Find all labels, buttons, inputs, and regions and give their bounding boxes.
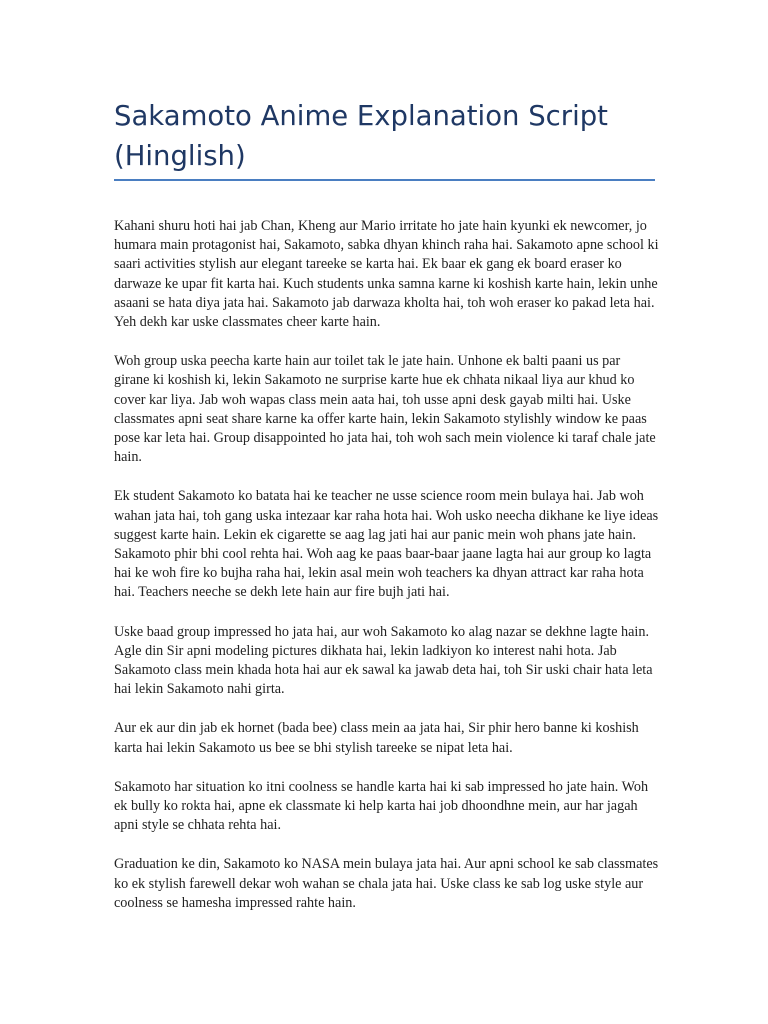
- paragraph: Ek student Sakamoto ko batata hai ke teacher ne usse science room mein bulaya hai. Jab woh wahan jata hai, toh gang uska intezaar kar raha hota hai. Woh usko neecha dikhane ke liye ideas suggest karte hain. Lekin ek cigarette se aag lag jati hai aur panic mein woh phans jate hain. Sakamoto phir bhi cool rehta hai. Woh aag ke paas baar-baar jaane lagta hai aur group ko lagta hai ke woh fire ko bujha raha hai, lekin asal mein woh teachers ka dhyan attract kar raha hota hai. Teachers neeche se dekh lete hain aur fire bujh jati hai.: [114, 488, 659, 601]
- paragraph: Graduation ke din, Sakamoto ko NASA mein bulaya jata hai. Aur apni school ke sab classmates ko ek stylish farewell dekar woh wahan se chala jata hai. Uske class ke sab log uske style aur coolness se hamesha impressed rahte hain.: [114, 856, 659, 911]
- title-underline: [114, 179, 655, 181]
- document-title: Sakamoto Anime Explanation Script (Hinglish): [114, 100, 608, 172]
- paragraph: Woh group uska peecha karte hain aur toilet tak le jate hain. Unhone ek balti paani us par girane ki koshish ki, lekin Sakamoto ne surprise karte hue ek chhata nikaal liya aur khud ko cover kar liya. Jab woh wapas class mein aata hai, toh usse apni desk gayab milti hai. Uske classmates apni seat share karne ka offer karte hain, lekin Sakamoto stylishly window ke paas pose kar leta hai. Group disappointed ho jata hai, toh woh sach mein violence ki taraf chale jate hain.: [114, 353, 656, 466]
- paragraph: Sakamoto har situation ko itni coolness se handle karta hai ki sab impressed ho jate hain. Woh ek bully ko rokta hai, apne ek classmate ki help karta hai job dhoondhne mein, aur har jagah apni style se chhata rehta hai.: [114, 778, 649, 834]
- paragraph: Uske baad group impressed ho jata hai, aur woh Sakamoto ko alag nazar se dekhne lagte hain. Agle din Sir apni modeling pictures dikhata hai, lekin ladkiyon ko interest nahi hota. Jab Sakamoto class mein khada hota hai aur ek sawal ka jawab deta hai, toh Sir uski chair hata leta hai lekin Sakamoto nahi girta.: [114, 623, 653, 698]
- paragraph: Kahani shuru hoti hai jab Chan, Kheng aur Mario irritate ho jate hain kyunki ek newcomer, jo humara main protagonist hai, Sakamoto, sabka dhyan khinch raha hai. Sakamoto apne school ki saari activities stylish aur elegant tareeke se karta hai. Ek baar ek gang ek board eraser ko darwaze ke upar fit karta hai. Kuch students unka samna karne ki koshish karte hain, lekin unhe asaani se hata diya jata hai. Sakamoto jab darwaza kholta hai, toh woh eraser ko pakad leta hai. Yeh dekh kar uske classmates cheer karte hain.: [114, 218, 659, 331]
- paragraph: Aur ek aur din jab ek hornet (bada bee) class mein aa jata hai, Sir phir hero banne ki koshish karta hai lekin Sakamoto us bee se bhi stylish tareeke se nipat leta hai.: [114, 720, 639, 756]
- document-body: [114, 217, 659, 933]
